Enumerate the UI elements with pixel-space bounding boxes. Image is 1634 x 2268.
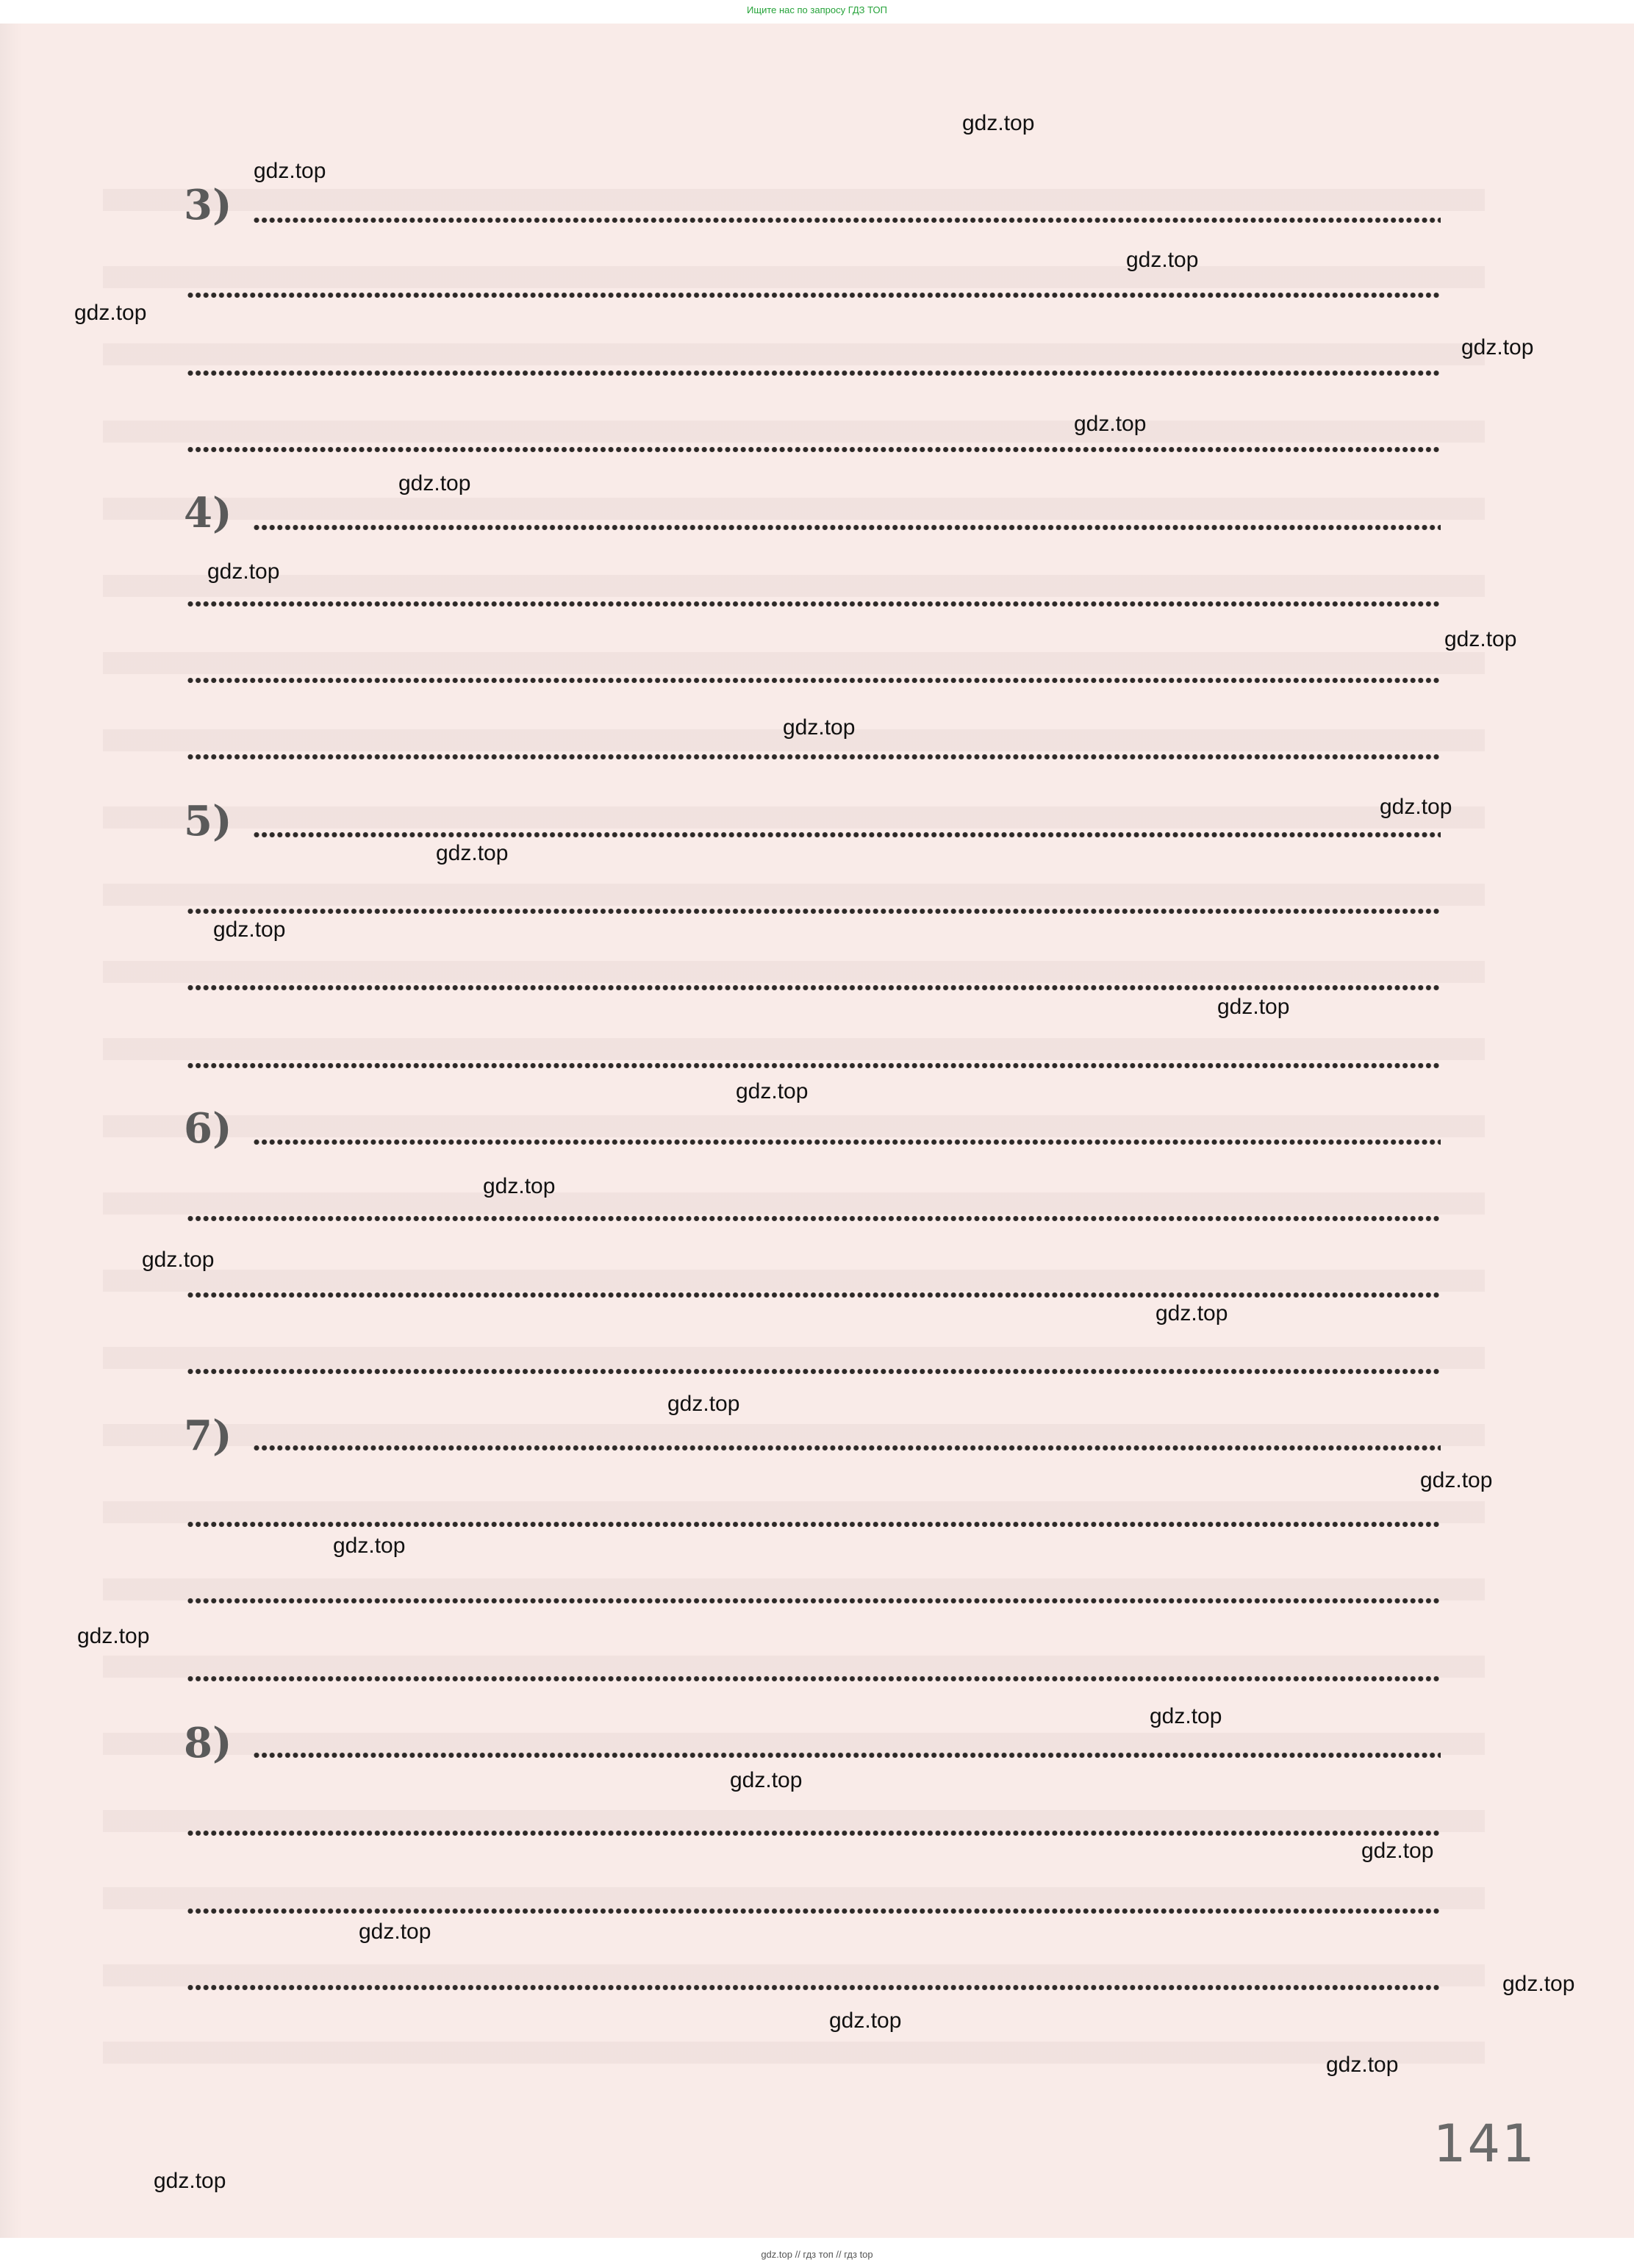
page-number: 141 [1433, 2114, 1536, 2174]
answer-line[interactable] [187, 293, 1441, 298]
answer-line[interactable] [187, 1985, 1441, 1990]
answer-line[interactable] [187, 1292, 1441, 1298]
item-number: 3) [184, 181, 232, 229]
answer-line[interactable] [254, 525, 1441, 530]
item-number: 6) [184, 1104, 232, 1153]
answer-line[interactable] [254, 1140, 1441, 1145]
watermark: gdz.top [254, 159, 326, 183]
item-number: 4) [184, 489, 232, 537]
watermark: gdz.top [154, 2169, 226, 2193]
watermark: gdz.top [77, 1624, 150, 1648]
watermark: gdz.top [213, 917, 286, 942]
watermark: gdz.top [962, 111, 1035, 135]
answer-line[interactable] [187, 1598, 1441, 1603]
watermark: gdz.top [829, 2008, 902, 2033]
item-number: 8) [184, 1719, 232, 1767]
watermark: gdz.top [207, 559, 280, 584]
answer-line[interactable] [254, 832, 1441, 837]
watermark: gdz.top [1150, 1704, 1222, 1728]
answer-line[interactable] [187, 371, 1441, 376]
answer-line[interactable] [187, 1063, 1441, 1068]
answer-line[interactable] [187, 909, 1441, 914]
watermark: gdz.top [1155, 1301, 1228, 1326]
answer-line[interactable] [187, 678, 1441, 683]
watermark: gdz.top [1380, 795, 1452, 819]
item-number: 5) [184, 797, 232, 845]
watermark: gdz.top [667, 1392, 740, 1416]
watermark: gdz.top [1217, 995, 1290, 1019]
answer-line[interactable] [187, 1831, 1441, 1836]
watermark: gdz.top [783, 715, 856, 740]
answer-line[interactable] [254, 218, 1441, 223]
answer-line[interactable] [254, 1753, 1441, 1758]
watermark: gdz.top [1420, 1468, 1493, 1492]
watermark: gdz.top [1444, 627, 1517, 651]
answer-line[interactable] [187, 1216, 1441, 1221]
watermark: gdz.top [483, 1174, 556, 1198]
watermark: gdz.top [436, 841, 509, 865]
watermark: gdz.top [333, 1534, 406, 1558]
watermark: gdz.top [736, 1079, 809, 1103]
watermark: gdz.top [1126, 248, 1199, 272]
footer-links[interactable]: gdz.top // гдз топ // гдз top [761, 2249, 873, 2260]
bleed-through-text [103, 189, 1485, 2100]
watermark: gdz.top [1326, 2053, 1399, 2077]
watermark: gdz.top [1361, 1839, 1434, 1863]
watermark: gdz.top [74, 301, 147, 325]
answer-line[interactable] [187, 447, 1441, 452]
top-banner: Ищите нас по запросу ГДЗ ТОП [747, 4, 887, 15]
answer-line[interactable] [187, 985, 1441, 990]
watermark: gdz.top [359, 1920, 431, 1944]
answer-line[interactable] [187, 754, 1441, 759]
watermark: gdz.top [398, 471, 471, 496]
answer-line[interactable] [187, 1909, 1441, 1914]
watermark: gdz.top [142, 1248, 215, 1272]
answer-line[interactable] [187, 1369, 1441, 1374]
answer-line[interactable] [187, 601, 1441, 607]
watermark: gdz.top [1074, 412, 1147, 436]
watermark: gdz.top [1502, 1972, 1575, 1996]
answer-line[interactable] [254, 1445, 1441, 1450]
watermark: gdz.top [1461, 335, 1534, 359]
watermark: gdz.top [730, 1768, 803, 1792]
answer-line[interactable] [187, 1522, 1441, 1527]
item-number: 7) [184, 1412, 232, 1460]
workbook-page [0, 24, 1634, 2238]
answer-line[interactable] [187, 1676, 1441, 1681]
